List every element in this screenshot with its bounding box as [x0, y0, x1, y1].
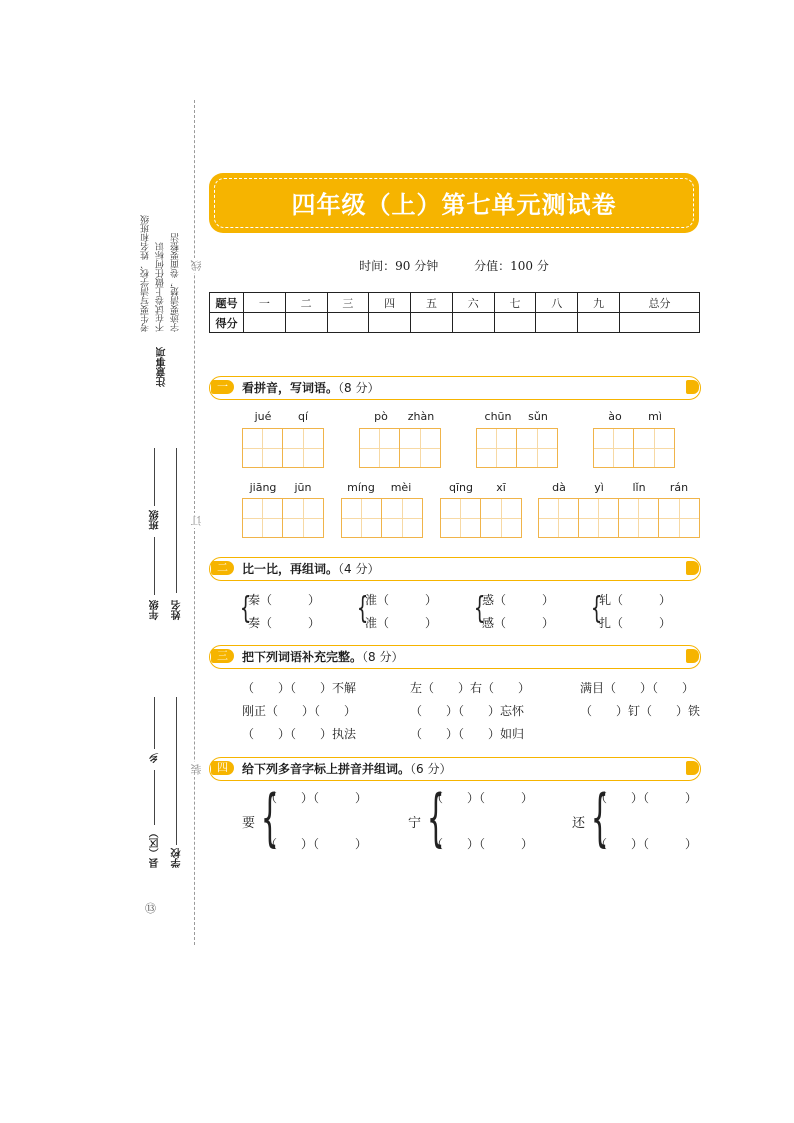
section-number: 二 [211, 561, 234, 575]
grid-cell[interactable] [382, 499, 422, 537]
section-instruction: 给下列多音字标上拼音并组词。 [242, 762, 411, 776]
class-label: 班级 [150, 510, 161, 530]
pinyin: jué [254, 410, 272, 423]
score-cell[interactable] [452, 313, 494, 333]
writing-grid[interactable] [440, 498, 522, 538]
section-number: 三 [211, 649, 234, 663]
idiom-blank[interactable]: （ ）（ ）如归 [410, 727, 525, 741]
score-col-1: 一 [244, 293, 286, 313]
brace-icon: { [590, 781, 609, 854]
brace-icon: { [239, 591, 252, 626]
grade-label: 年级 [150, 600, 161, 620]
exam-time: 时间：90 分钟 [359, 259, 439, 273]
score-col-7: 七 [494, 293, 536, 313]
grid-cell[interactable] [283, 499, 323, 537]
polyphone-char: 还 [572, 816, 586, 831]
compare-word[interactable]: 惑（ ） [482, 593, 555, 607]
writing-grid[interactable] [538, 498, 700, 538]
idiom-blank[interactable]: 刚正（ ）（ ） [242, 704, 357, 718]
grid-cell[interactable] [481, 499, 521, 537]
idiom-blank[interactable]: 满目（ ）（ ） [580, 681, 695, 695]
score-table-score-row [210, 313, 700, 333]
polyphone-blank[interactable]: （ ）（ ） [265, 791, 368, 805]
writing-grid[interactable] [359, 428, 441, 468]
notice-line-2: 不在试卷上做任何标识 [156, 242, 166, 332]
name-blank[interactable] [176, 448, 177, 593]
score-table-header-row [210, 293, 700, 313]
grid-cell[interactable] [342, 499, 382, 537]
school-label: 学校 [172, 848, 183, 868]
score-col-total: 总分 [619, 293, 699, 313]
class-blank[interactable] [154, 448, 155, 506]
section-instruction: 把下列词语补充完整。 [242, 650, 363, 664]
pinyin: dà [552, 481, 566, 494]
compare-word[interactable]: 轧（ ） [599, 593, 672, 607]
grid-cell[interactable] [360, 429, 400, 467]
compare-word[interactable]: 准（ ） [365, 616, 438, 630]
section-4-header [209, 757, 701, 781]
score-col-8: 八 [536, 293, 578, 313]
score-table-score-header: 得分 [210, 313, 244, 333]
brace-icon: { [590, 591, 603, 626]
polyphone-blank[interactable]: （ ）（ ） [595, 837, 698, 851]
county-blank[interactable] [154, 770, 155, 825]
section-tab [686, 649, 699, 663]
pinyin: zhàn [407, 410, 435, 423]
idiom-blank[interactable]: （ ）（ ）执法 [242, 727, 357, 741]
score-cell[interactable] [411, 313, 453, 333]
idiom-blank[interactable]: 左（ ）右（ ） [410, 681, 531, 695]
grid-cell[interactable] [400, 429, 440, 467]
score-cell[interactable] [244, 313, 286, 333]
section-3-header [209, 645, 701, 669]
grade-blank[interactable] [154, 537, 155, 595]
section-instruction: 比一比，再组词。 [242, 562, 339, 576]
section-tab [686, 561, 699, 575]
writing-grid[interactable] [341, 498, 423, 538]
score-col-3: 三 [327, 293, 369, 313]
polyphone-blank[interactable]: （ ）（ ） [595, 791, 698, 805]
school-blank[interactable] [176, 697, 177, 845]
page-number: ⑬ [145, 902, 156, 915]
score-col-2: 二 [285, 293, 327, 313]
score-col-5: 五 [411, 293, 453, 313]
score-col-4: 四 [369, 293, 411, 313]
section-points: （8 分） [338, 381, 380, 395]
pinyin: qīng [449, 481, 473, 494]
compare-word[interactable]: 秦（ ） [248, 593, 321, 607]
score-cell[interactable] [578, 313, 620, 333]
grid-cell[interactable] [634, 429, 674, 467]
county-label: 县（区） [150, 828, 161, 868]
grid-cell[interactable] [243, 499, 283, 537]
pinyin: jiāng [249, 481, 277, 494]
compare-word[interactable]: 扎（ ） [599, 616, 672, 630]
score-cell[interactable] [536, 313, 578, 333]
score-cell[interactable] [369, 313, 411, 333]
pinyin: qí [297, 410, 309, 423]
grid-cell[interactable] [477, 429, 517, 467]
town-label: 乡 [150, 753, 161, 763]
brace-icon: { [260, 781, 279, 854]
compare-word[interactable]: 奏（ ） [248, 616, 321, 630]
score-col-9: 九 [578, 293, 620, 313]
section-number: 四 [211, 761, 234, 775]
pinyin: mèi [390, 481, 412, 494]
exam-meta [209, 257, 699, 274]
pinyin: yì [594, 481, 604, 494]
pinyin: pò [374, 410, 388, 423]
section-2-header [209, 557, 701, 581]
polyphone-char: 要 [242, 816, 256, 831]
notice-title: 注意事项 [157, 347, 168, 387]
cut-mark-bind: 订 [190, 515, 203, 526]
exam-score: 分值：100 分 [474, 259, 549, 273]
score-cell[interactable] [494, 313, 536, 333]
pinyin: lǐn [632, 481, 646, 494]
grid-cell[interactable] [283, 429, 323, 467]
section-points: （4 分） [338, 562, 380, 576]
section-tab [686, 380, 699, 394]
section-title [242, 760, 451, 777]
section-points: （6 分） [410, 762, 452, 776]
pinyin: rán [669, 481, 689, 494]
pinyin: mì [648, 410, 662, 423]
grid-cell[interactable] [579, 499, 619, 537]
pinyin: chūn [484, 410, 512, 423]
score-col-6: 六 [452, 293, 494, 313]
cut-mark-line: 线 [190, 260, 203, 271]
pinyin: sǔn [528, 410, 548, 423]
score-table [209, 292, 700, 333]
cut-mark-pack: 装 [190, 764, 203, 775]
compare-word[interactable]: 感（ ） [482, 616, 555, 630]
writing-grid[interactable] [476, 428, 558, 468]
score-cell[interactable] [619, 313, 699, 333]
writing-grid[interactable] [593, 428, 675, 468]
pinyin: ào [608, 410, 622, 423]
score-cell[interactable] [327, 313, 369, 333]
grid-cell[interactable] [594, 429, 634, 467]
polyphone-char: 宁 [408, 816, 422, 831]
writing-grid[interactable] [242, 498, 324, 538]
pinyin: jūn [294, 481, 312, 494]
name-label: 姓名 [172, 600, 183, 620]
polyphone-blank[interactable]: （ ）（ ） [431, 791, 534, 805]
score-table-row-header: 题号 [210, 293, 244, 313]
grid-cell[interactable] [619, 499, 659, 537]
section-number: 一 [211, 380, 234, 394]
writing-grid[interactable] [242, 428, 324, 468]
grid-cell[interactable] [539, 499, 579, 537]
idiom-blank[interactable]: （ ）钉（ ）铁 [580, 704, 701, 718]
brace-icon: { [356, 591, 369, 626]
compare-word[interactable]: 淮（ ） [365, 593, 438, 607]
grid-cell[interactable] [517, 429, 557, 467]
idiom-blank[interactable]: （ ）（ ）不解 [242, 681, 357, 695]
polyphone-blank[interactable]: （ ）（ ） [265, 837, 368, 851]
section-title [242, 560, 379, 577]
notice-line-1: 考生要写清学校、姓名和班级 [141, 215, 151, 332]
section-title [242, 379, 379, 396]
title-banner [209, 173, 699, 233]
pinyin: xī [496, 481, 506, 494]
score-cell[interactable] [285, 313, 327, 333]
brace-icon: { [473, 591, 486, 626]
grid-cell[interactable] [441, 499, 481, 537]
notice-line-3: 字迹要清楚，卷面要整洁 [171, 233, 181, 332]
pinyin: míng [347, 481, 375, 494]
section-points: （8 分） [362, 650, 404, 664]
grid-cell[interactable] [243, 429, 283, 467]
section-tab [686, 761, 699, 775]
grid-cell[interactable] [659, 499, 699, 537]
section-title [242, 648, 403, 665]
brace-icon: { [426, 781, 445, 854]
town-blank[interactable] [154, 697, 155, 749]
page-title: 四年级（上）第七单元测试卷 [291, 190, 617, 219]
section-instruction: 看拼音，写词语。 [242, 381, 339, 395]
section-1-header [209, 376, 701, 400]
idiom-blank[interactable]: （ ）（ ）忘怀 [410, 704, 525, 718]
polyphone-blank[interactable]: （ ）（ ） [431, 837, 534, 851]
